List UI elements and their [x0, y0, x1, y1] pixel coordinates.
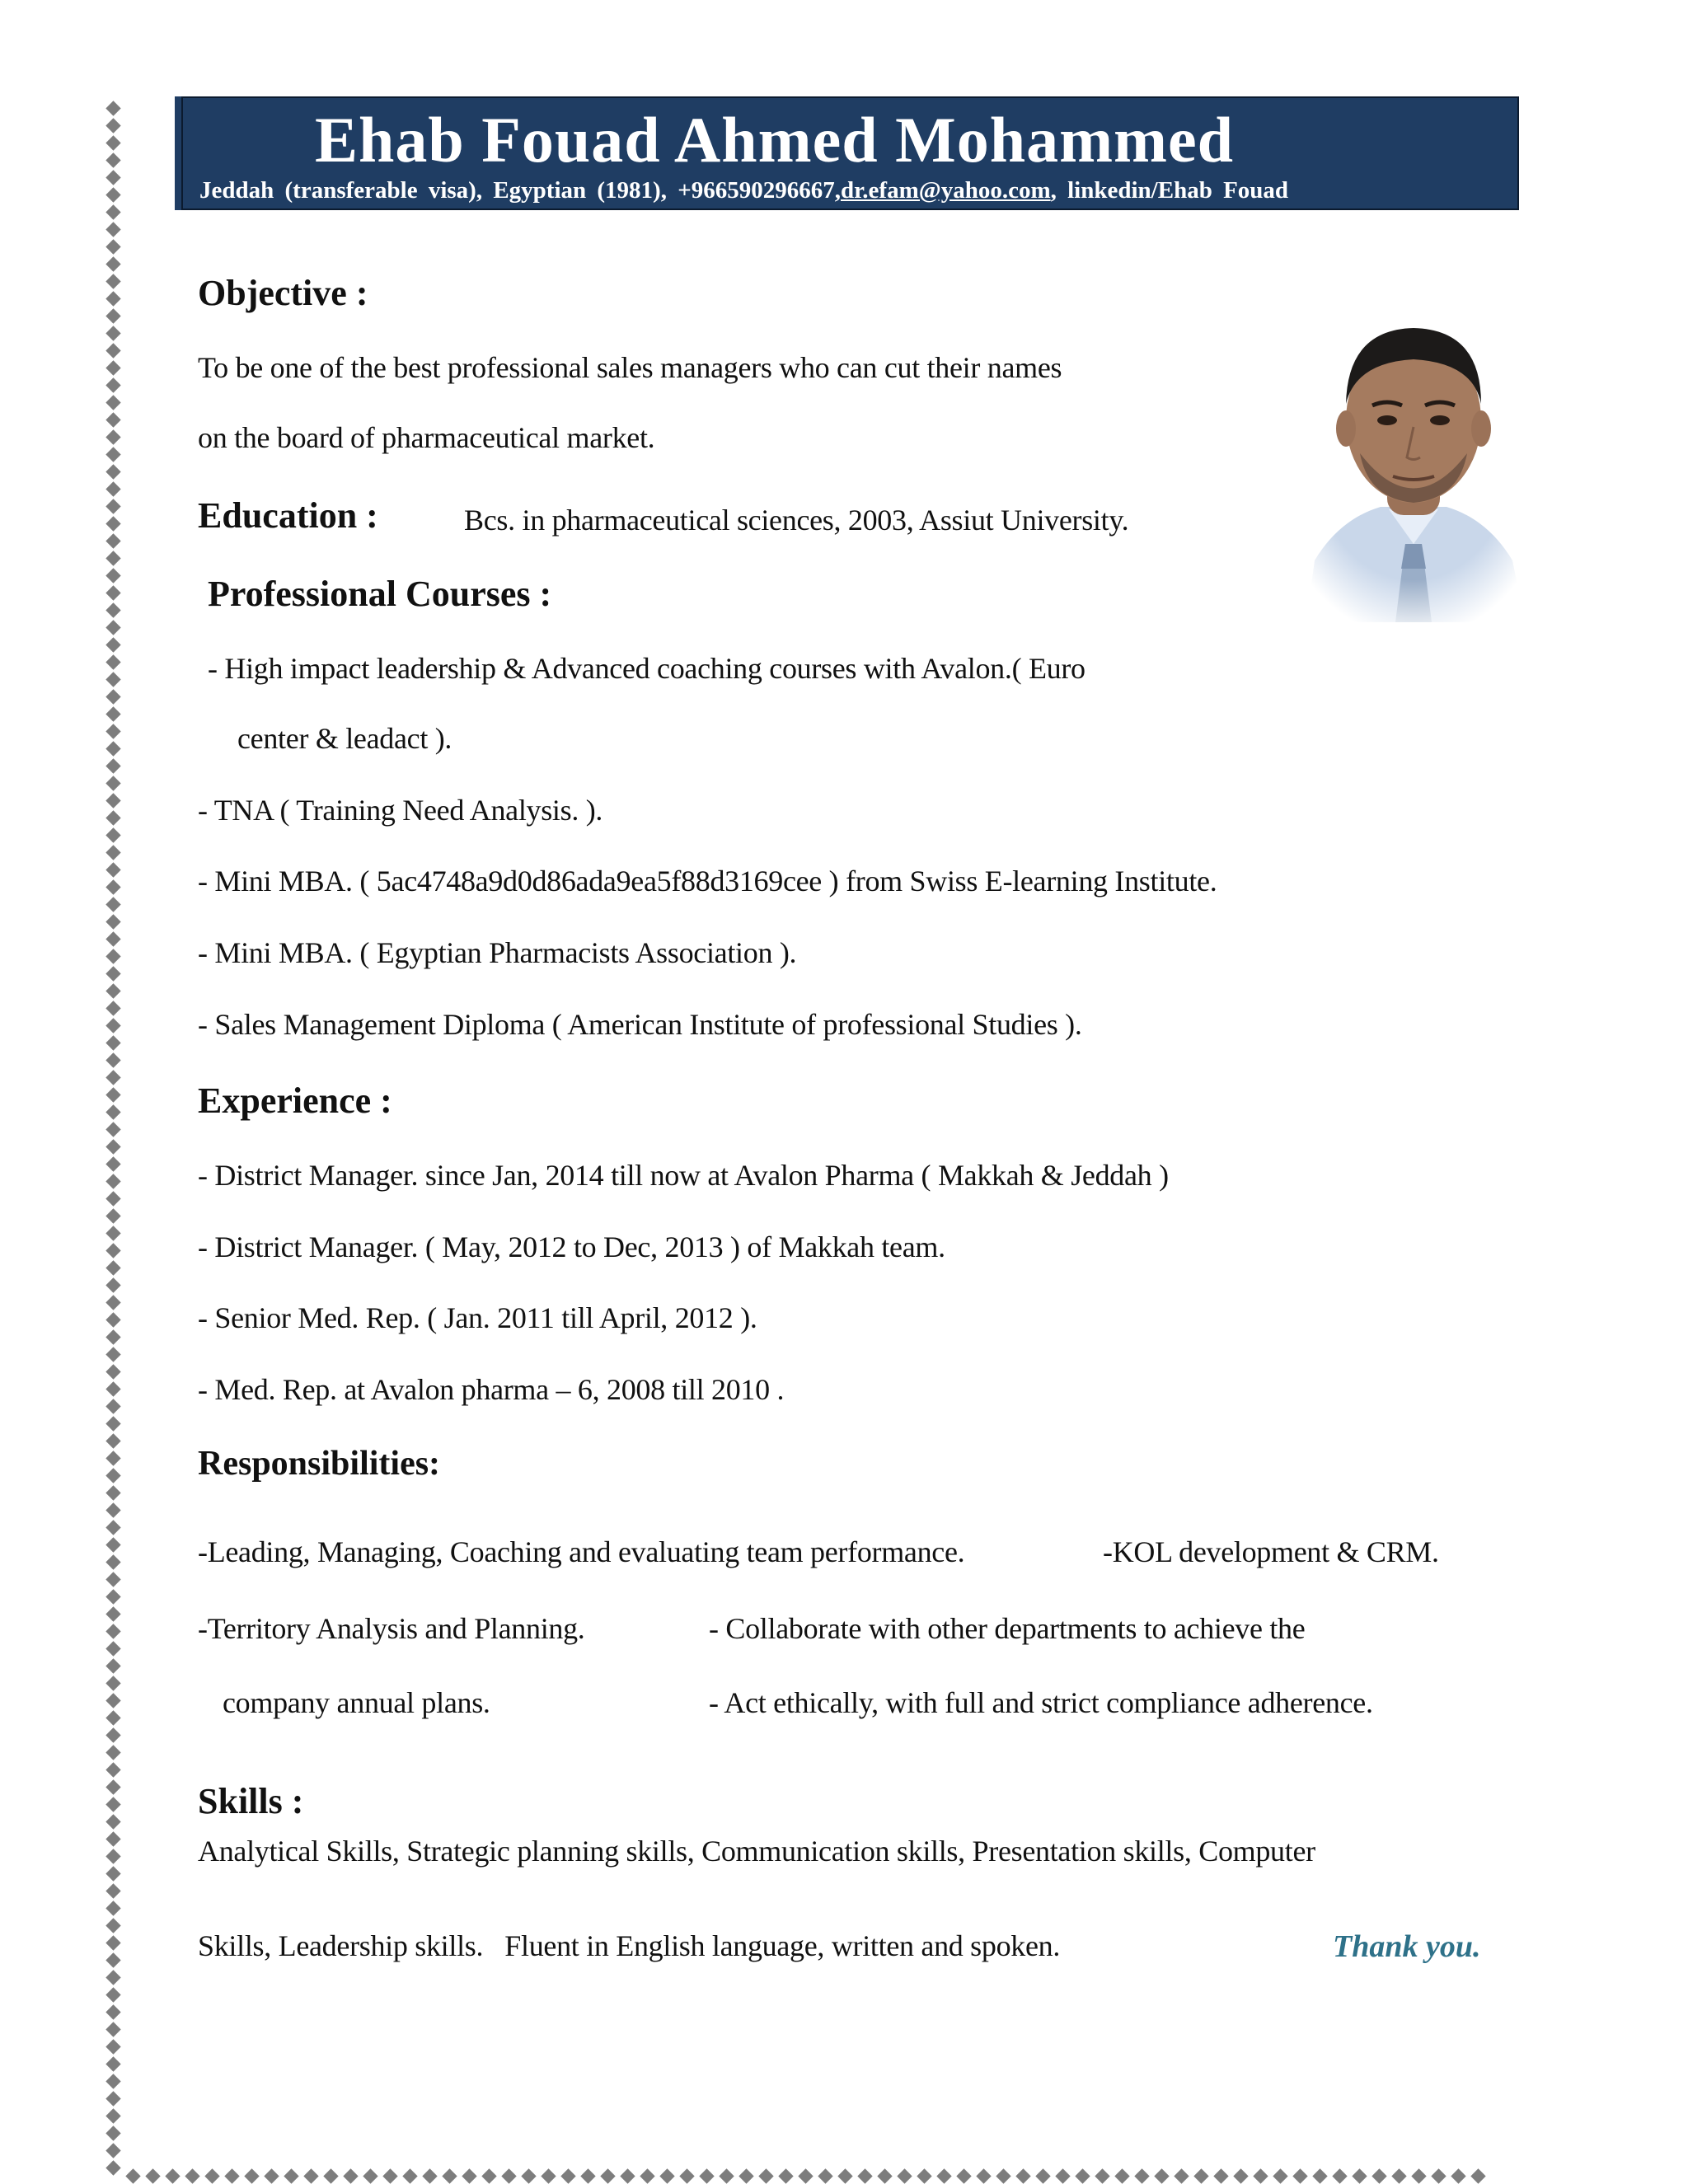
border-diamond — [106, 585, 120, 600]
border-diamond — [106, 1831, 120, 1846]
border-diamond — [422, 2168, 437, 2183]
border-diamond — [106, 897, 120, 912]
border-diamond — [106, 274, 120, 288]
border-diamond — [719, 2168, 734, 2183]
border-diamond — [106, 966, 120, 981]
border-diamond — [106, 222, 120, 237]
experience-item: - Senior Med. Rep. ( Jan. 2011 till April, 2012 ). — [198, 1301, 757, 1334]
border-diamond — [106, 1745, 120, 1760]
course-item: - Sales Management Diploma ( American Institute of professional Studies ). — [198, 1008, 1082, 1041]
border-diamond — [106, 862, 120, 877]
course-item: center & leadact ). — [237, 722, 452, 755]
border-diamond — [1075, 2168, 1090, 2183]
border-diamond — [106, 706, 120, 721]
border-diamond — [560, 2168, 575, 2183]
border-diamond — [1213, 2168, 1228, 2183]
border-diamond — [897, 2168, 912, 2183]
border-diamond — [106, 689, 120, 704]
border-diamond — [1312, 2168, 1327, 2183]
border-diamond — [106, 1052, 120, 1067]
border-diamond — [106, 810, 120, 825]
border-diamond — [106, 1122, 120, 1137]
border-diamond — [106, 2125, 120, 2140]
border-diamond — [996, 2168, 1010, 2183]
border-diamond — [106, 1329, 120, 1344]
border-diamond — [106, 2022, 120, 2036]
border-diamond — [1253, 2168, 1268, 2183]
border-diamond — [106, 170, 120, 185]
border-diamond — [106, 2143, 120, 2158]
border-diamond — [106, 1918, 120, 1933]
border-diamond — [1431, 2168, 1446, 2183]
border-diamond — [106, 1416, 120, 1431]
border-diamond — [106, 1554, 120, 1569]
border-diamond — [1015, 2168, 1030, 2183]
skills-heading: Skills : — [198, 1781, 304, 1821]
border-diamond — [106, 1070, 120, 1085]
border-diamond — [106, 395, 120, 410]
border-diamond — [106, 377, 120, 392]
border-diamond — [106, 1277, 120, 1292]
border-diamond — [106, 239, 120, 254]
border-diamond — [106, 672, 120, 687]
border-diamond — [165, 2168, 180, 2183]
border-diamond — [106, 1520, 120, 1535]
border-diamond — [402, 2168, 417, 2183]
responsibility-item: -Territory Analysis and Planning. — [198, 1612, 585, 1645]
border-diamond — [106, 1797, 120, 1811]
border-diamond — [106, 914, 120, 929]
border-diamond — [106, 1174, 120, 1188]
course-item: - Mini MBA. ( Egyptian Pharmacists Association ). — [198, 936, 797, 969]
border-diamond — [1372, 2168, 1386, 2183]
border-diamond — [106, 1139, 120, 1154]
border-diamond — [917, 2168, 931, 2183]
border-diamond — [145, 2168, 160, 2183]
objective-heading: Objective : — [198, 273, 368, 313]
border-diamond — [106, 1641, 120, 1656]
border-diamond — [106, 1883, 120, 1898]
border-diamond — [106, 326, 120, 340]
border-diamond — [976, 2168, 991, 2183]
border-diamond — [264, 2168, 279, 2183]
border-diamond — [936, 2168, 951, 2183]
email-link[interactable]: dr.efam@yahoo.com — [840, 177, 1051, 204]
skills-line-2: Skills, Leadership skills. Fluent in English language, written and spoken. — [198, 1929, 1061, 1962]
border-diamond — [106, 1710, 120, 1725]
experience-item: - Med. Rep. at Avalon pharma – 6, 2008 till 2010 . — [198, 1373, 785, 1406]
experience-heading: Experience : — [198, 1080, 392, 1121]
border-diamond — [106, 308, 120, 323]
border-diamond — [778, 2168, 793, 2183]
border-diamond — [106, 187, 120, 202]
border-diamond — [106, 1970, 120, 1985]
border-diamond — [106, 2056, 120, 2071]
border-diamond — [106, 516, 120, 531]
border-diamond — [106, 1104, 120, 1119]
border-diamond — [106, 1243, 120, 1258]
course-item: - High impact leadership & Advanced coaching courses with Avalon.( Euro — [208, 652, 1085, 685]
border-diamond — [106, 1260, 120, 1275]
border-diamond — [106, 637, 120, 652]
contact-line — [199, 177, 1288, 204]
border-diamond — [106, 101, 120, 115]
border-diamond — [106, 758, 120, 773]
border-diamond — [580, 2168, 595, 2183]
education-text: Bcs. in pharmaceutical sciences, 2003, Assiut University. — [464, 504, 1129, 537]
header-banner — [181, 96, 1519, 210]
skills-line-1: Analytical Skills, Strategic planning skills, Communication skills, Presentation skills, Computer — [198, 1835, 1315, 1868]
border-diamond — [106, 429, 120, 444]
border-diamond — [343, 2168, 358, 2183]
border-diamond — [106, 879, 120, 894]
experience-item: - District Manager. since Jan, 2014 till now at Avalon Pharma ( Makkah & Jeddah ) — [198, 1159, 1169, 1192]
border-diamond — [1391, 2168, 1406, 2183]
border-diamond — [837, 2168, 852, 2183]
border-diamond — [106, 724, 120, 738]
profile-photo — [1290, 297, 1537, 622]
border-diamond — [106, 654, 120, 669]
border-diamond — [106, 1156, 120, 1171]
objective-line-1: To be one of the best professional sales managers who can cut their names — [198, 351, 1062, 384]
border-diamond — [699, 2168, 714, 2183]
responsibility-item: - Act ethically, with full and strict compliance adherence. — [709, 1686, 1373, 1719]
responsibility-item: -KOL development & CRM. — [1103, 1535, 1439, 1568]
border-diamond — [738, 2168, 753, 2183]
border-diamond — [106, 481, 120, 496]
border-diamond — [106, 118, 120, 133]
border-diamond — [106, 1502, 120, 1517]
border-diamond — [600, 2168, 615, 2183]
border-diamond — [106, 1381, 120, 1396]
border-diamond — [106, 1399, 120, 1413]
border-diamond — [106, 1727, 120, 1742]
border-diamond — [125, 2168, 140, 2183]
border-diamond — [284, 2168, 298, 2183]
border-diamond — [1451, 2168, 1465, 2183]
border-diamond — [1332, 2168, 1347, 2183]
responsibility-item: -Leading, Managing, Coaching and evaluating team performance. — [198, 1535, 965, 1568]
border-diamond — [679, 2168, 694, 2183]
border-diamond — [106, 2004, 120, 2019]
border-diamond — [640, 2168, 654, 2183]
border-diamond — [106, 1295, 120, 1310]
responsibilities-heading: Responsibilities: — [198, 1445, 441, 1483]
education-heading: Education : — [198, 495, 378, 536]
border-diamond — [106, 1451, 120, 1465]
border-diamond — [185, 2168, 199, 2183]
border-diamond — [106, 1364, 120, 1379]
border-diamond — [106, 793, 120, 808]
candidate-name: Ehab Fouad Ahmed Mohammed — [315, 104, 1235, 176]
border-diamond — [1233, 2168, 1248, 2183]
border-diamond — [620, 2168, 635, 2183]
border-diamond — [106, 1468, 120, 1483]
border-diamond — [106, 1087, 120, 1102]
courses-heading: Professional Courses : — [208, 574, 552, 614]
border-diamond — [106, 1849, 120, 1863]
border-diamond — [857, 2168, 872, 2183]
contact-details: Jeddah (transferable visa), Egyptian (1981), +966590296667, — [199, 177, 841, 204]
experience-item: - District Manager. ( May, 2012 to Dec, 2013 ) of Makkah team. — [198, 1230, 945, 1263]
border-diamond — [106, 1433, 120, 1448]
border-diamond — [106, 1347, 120, 1361]
border-diamond — [106, 983, 120, 998]
border-diamond — [106, 412, 120, 427]
border-diamond — [106, 533, 120, 548]
border-diamond — [106, 568, 120, 583]
border-diamond — [1114, 2168, 1129, 2183]
border-diamond — [1193, 2168, 1208, 2183]
border-diamond — [106, 1693, 120, 1708]
border-diamond — [224, 2168, 239, 2183]
border-diamond — [106, 256, 120, 271]
border-diamond — [106, 1900, 120, 1915]
responsibility-item: company annual plans. — [223, 1686, 490, 1719]
border-diamond — [106, 1762, 120, 1777]
border-diamond — [106, 602, 120, 617]
border-diamond — [106, 1191, 120, 1206]
border-diamond — [363, 2168, 377, 2183]
border-diamond — [1352, 2168, 1367, 2183]
border-diamond — [106, 343, 120, 358]
border-diamond — [106, 1035, 120, 1050]
border-diamond — [106, 1814, 120, 1829]
border-diamond — [106, 1624, 120, 1638]
border-diamond — [106, 1935, 120, 1950]
border-diamond — [106, 1537, 120, 1552]
border-diamond — [1292, 2168, 1307, 2183]
border-diamond — [501, 2168, 516, 2183]
thank-you-note: Thank you. — [1333, 1929, 1481, 1964]
border-diamond — [106, 551, 120, 565]
border-diamond — [106, 2160, 120, 2175]
border-diamond — [106, 620, 120, 635]
border-diamond — [106, 2074, 120, 2088]
border-diamond — [521, 2168, 536, 2183]
border-diamond — [956, 2168, 971, 2183]
border-diamond — [798, 2168, 813, 2183]
border-diamond — [382, 2168, 397, 2183]
border-diamond — [758, 2168, 773, 2183]
border-diamond — [106, 447, 120, 462]
border-diamond — [106, 1658, 120, 1673]
border-diamond — [106, 135, 120, 150]
border-diamond — [244, 2168, 259, 2183]
border-diamond — [541, 2168, 556, 2183]
border-diamond — [106, 827, 120, 842]
border-diamond — [106, 931, 120, 946]
border-diamond — [106, 741, 120, 756]
border-diamond — [1035, 2168, 1050, 2183]
border-diamond — [1174, 2168, 1189, 2183]
course-item: - TNA ( Training Need Analysis. ). — [198, 794, 603, 827]
border-diamond — [106, 1675, 120, 1690]
border-diamond — [106, 776, 120, 790]
border-diamond — [106, 845, 120, 860]
border-diamond — [106, 1779, 120, 1794]
border-diamond — [106, 1485, 120, 1500]
border-diamond — [106, 1952, 120, 1967]
border-diamond — [442, 2168, 457, 2183]
responsibility-item: - Collaborate with other departments to achieve the — [709, 1612, 1306, 1645]
border-diamond — [106, 204, 120, 219]
border-diamond — [106, 1866, 120, 1881]
border-diamond — [106, 2091, 120, 2106]
border-diamond — [462, 2168, 476, 2183]
border-diamond — [106, 1589, 120, 1604]
border-diamond — [106, 1312, 120, 1327]
border-diamond — [1055, 2168, 1070, 2183]
border-diamond — [1154, 2168, 1169, 2183]
border-diamond — [1095, 2168, 1109, 2183]
border-diamond — [877, 2168, 892, 2183]
border-diamond — [106, 1987, 120, 2002]
border-diamond — [1134, 2168, 1149, 2183]
border-diamond — [106, 1606, 120, 1621]
border-diamond — [106, 291, 120, 306]
border-diamond — [818, 2168, 832, 2183]
border-diamond — [1273, 2168, 1287, 2183]
linkedin-text: , linkedin/Ehab Fouad — [1050, 177, 1289, 204]
border-diamond — [106, 1226, 120, 1240]
objective-line-2: on the board of pharmaceutical market. — [198, 421, 655, 454]
border-diamond — [106, 464, 120, 479]
border-diamond — [106, 1208, 120, 1223]
border-diamond — [106, 499, 120, 513]
border-diamond — [106, 1572, 120, 1586]
border-diamond — [106, 1018, 120, 1033]
border-diamond — [323, 2168, 338, 2183]
course-item: - Mini MBA. ( 5ac4748a9d0d86ada9ea5f88d3169cee ) from Swiss E-learning Institute. — [198, 865, 1217, 898]
border-diamond — [106, 2039, 120, 2054]
border-diamond — [106, 152, 120, 167]
border-diamond — [1470, 2168, 1485, 2183]
border-diamond — [1411, 2168, 1426, 2183]
border-diamond — [106, 949, 120, 963]
border-diamond — [106, 2108, 120, 2123]
border-diamond — [659, 2168, 674, 2183]
border-diamond — [204, 2168, 219, 2183]
border-diamond — [106, 1001, 120, 1015]
border-diamond — [481, 2168, 496, 2183]
border-diamond — [106, 360, 120, 375]
border-diamond — [303, 2168, 318, 2183]
